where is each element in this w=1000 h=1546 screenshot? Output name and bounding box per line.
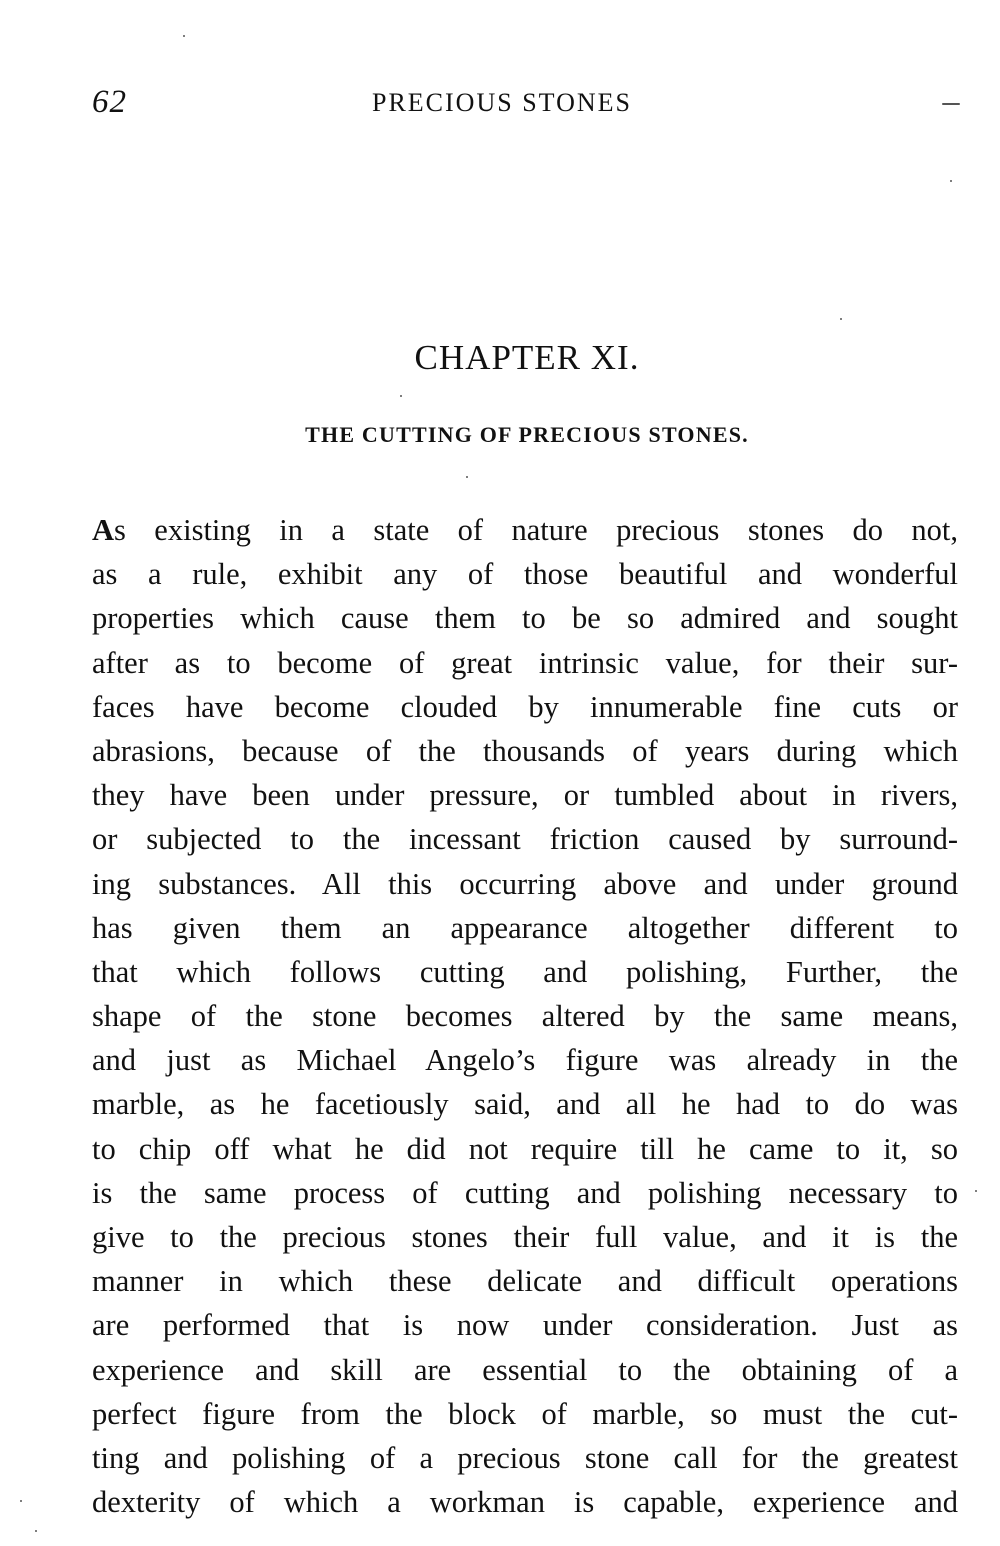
text-line: marble, as he facetiously said, and all he had to do was — [92, 1087, 958, 1122]
scan-speck — [840, 318, 842, 320]
text-line: properties which cause them to be so admired and sought — [92, 601, 958, 636]
scan-speck — [400, 395, 402, 397]
text-line: as a rule, exhibit any of those beautiful and wonderful — [92, 557, 958, 592]
scan-speck — [20, 1500, 22, 1502]
scan-speck — [942, 103, 960, 105]
text-line: As existing in a state of nature precious stones do not, — [92, 513, 958, 547]
running-head — [92, 84, 958, 124]
page-number: 62 — [92, 84, 127, 120]
scan-speck — [975, 1190, 977, 1192]
text-line: to chip off what he did not require till he came to it, so — [92, 1131, 958, 1166]
scan-speck — [183, 35, 185, 37]
body-paragraph — [92, 508, 958, 1524]
text-line: and just as Michael Angelo’s figure was already in the — [92, 1043, 958, 1078]
text-line: abrasions, because of the thousands of years during which — [92, 733, 958, 768]
scan-speck — [466, 476, 468, 478]
text-line: ing substances. All this occurring above and under ground — [92, 866, 958, 901]
text-line: or subjected to the incessant friction caused by surround- — [92, 822, 958, 857]
running-title: PRECIOUS STONES — [372, 88, 632, 117]
text-line: experience and skill are essential to the obtaining of a — [92, 1352, 958, 1387]
scan-speck — [950, 180, 952, 182]
text-line: is the same process of cutting and polishing necessary to — [92, 1175, 958, 1210]
text-line: after as to become of great intrinsic value, for their sur- — [92, 645, 958, 680]
text-line: they have been under pressure, or tumbled about in rivers, — [92, 778, 958, 813]
text-line: dexterity of which a workman is capable, experience and — [92, 1485, 958, 1520]
text-line: perfect figure from the block of marble, so must the cut- — [92, 1396, 958, 1431]
text-line: manner in which these delicate and difficult operations — [92, 1264, 958, 1299]
text-line: has given them an appearance altogether different to — [92, 910, 958, 945]
chapter-subtitle: THE CUTTING OF PRECIOUS STONES. — [305, 422, 749, 447]
text-line: faces have become clouded by innumerable fine cuts or — [92, 689, 958, 724]
text-line: ting and polishing of a precious stone call for the greatest — [92, 1440, 958, 1475]
chapter-heading: CHAPTER XI. — [414, 338, 640, 377]
text-line: are performed that is now under consideration. Just as — [92, 1308, 958, 1343]
text-line: give to the precious stones their full value, and it is the — [92, 1220, 958, 1254]
scan-speck — [35, 1530, 37, 1532]
text-line: shape of the stone becomes altered by the same means, — [92, 999, 958, 1034]
text-line: that which follows cutting and polishing, Further, the — [92, 954, 958, 989]
